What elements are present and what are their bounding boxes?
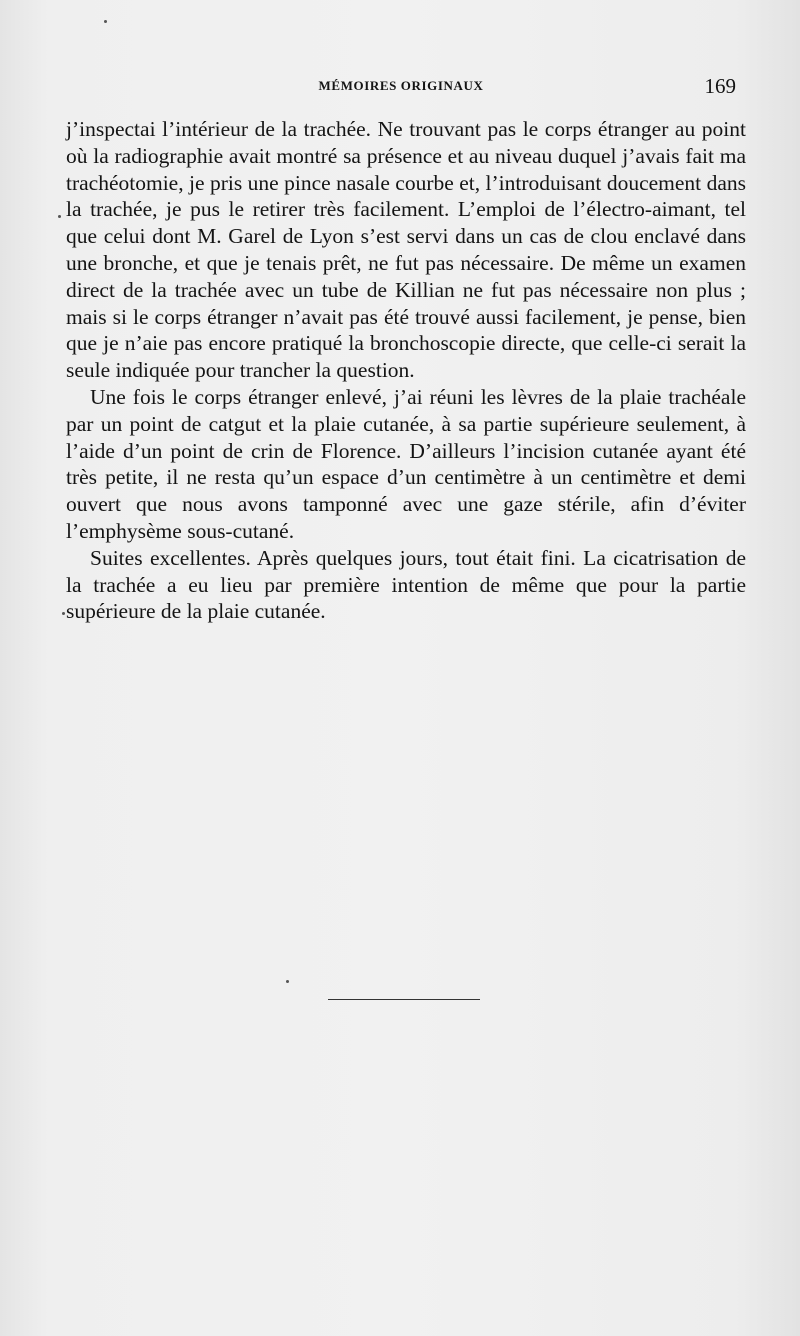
- running-title: MÉMOIRES ORIGINAUX: [318, 78, 484, 93]
- section-end-rule: [328, 999, 480, 1000]
- paragraph-2: Une fois le corps étranger enlevé, j’ai réuni les lèvres de la plaie trachéale par un point de catgut et la plaie cutanée, à sa partie supérieure seulement, à l’aide d’un point de crin de Florence. D’ailleurs l’incision cutanée ayant été très petite, il ne resta qu’un espace d’un centimètre à un centimètre et demi ouvert que nous avons tamponné avec une gaze stérile, afin d’éviter l’emphysème sous-cutané.: [66, 384, 746, 543]
- body-text: [66, 116, 746, 625]
- print-speck: [58, 215, 61, 218]
- running-header: [66, 76, 736, 98]
- paragraph-3: Suites excellentes. Après quelques jours, tout était fini. La cicatrisation de la trachée a eu lieu par première intention de même que pour la partie supérieure de la plaie cutanée.: [66, 545, 746, 624]
- print-speck: [104, 20, 107, 23]
- print-speck: [286, 980, 289, 983]
- page-number: 169: [704, 74, 736, 98]
- paragraph-1: j’inspectai l’intérieur de la trachée. Ne trouvant pas le corps étranger au point où la radiographie avait montré sa présence et au niveau duquel j’avais fait ma trachéotomie, je pris une pince nasale courbe et, l’introduisant doucement dans la trachée, je pus le retirer très facilement. L’emploi de l’électro-aimant, tel que celui dont M. Garel de Lyon s’est servi dans un cas de clou enclavé dans une bronche, et que je tenais prêt, ne fut pas nécessaire. De même un examen direct de la trachée avec un tube de Killian ne fut pas nécessaire non plus ; mais si le corps étranger n’avait pas été trouvé aussi facilement, je pense, bien que je n’aie pas encore pratiqué la bronchoscopie directe, que celle-ci serait la seule indiquée pour trancher la question.: [66, 117, 746, 383]
- print-speck: [62, 612, 65, 615]
